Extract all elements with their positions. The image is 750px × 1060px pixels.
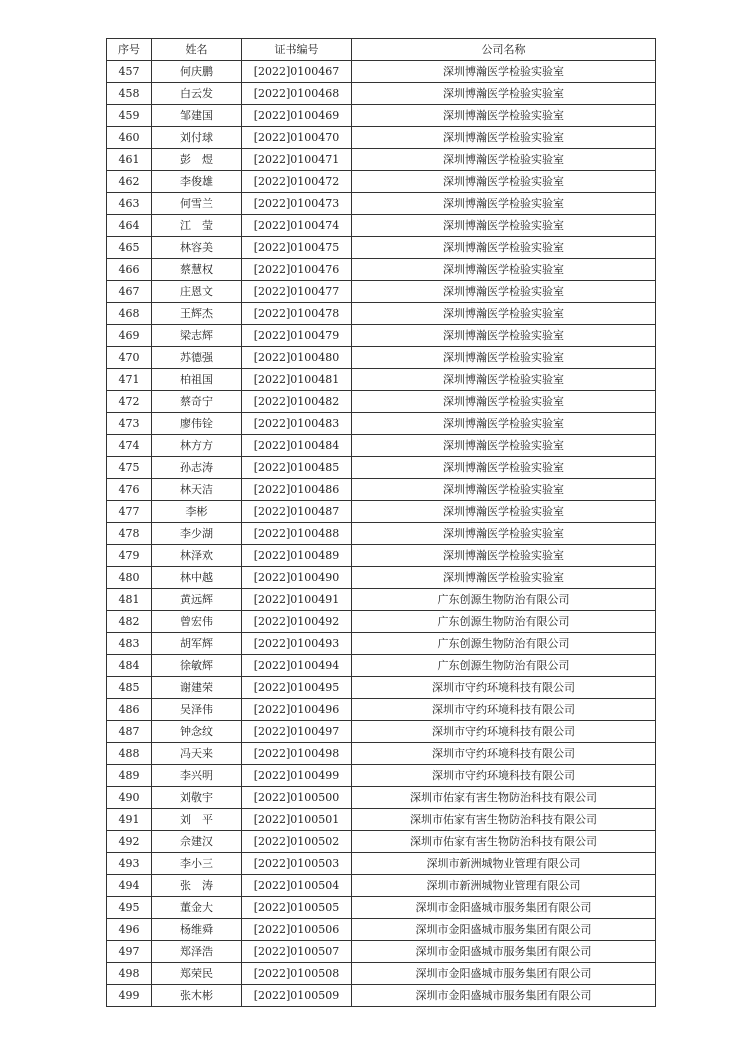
cell-name: 邹建国 <box>152 105 242 127</box>
table-row <box>107 765 656 787</box>
cell-seq: 487 <box>107 721 152 743</box>
cell-name: 李彬 <box>152 501 242 523</box>
table-row <box>107 303 656 325</box>
table-row <box>107 435 656 457</box>
cell-name: 刘敬宇 <box>152 787 242 809</box>
cell-cert-no: [2022]0100506 <box>242 919 352 941</box>
cell-cert-no: [2022]0100496 <box>242 699 352 721</box>
cell-cert-no: [2022]0100504 <box>242 875 352 897</box>
cell-seq: 485 <box>107 677 152 699</box>
cell-cert-no: [2022]0100509 <box>242 985 352 1007</box>
cell-cert-no: [2022]0100491 <box>242 589 352 611</box>
cell-cert-no: [2022]0100474 <box>242 215 352 237</box>
table-row <box>107 479 656 501</box>
cell-name: 冯天来 <box>152 743 242 765</box>
table-row <box>107 831 656 853</box>
table-row <box>107 325 656 347</box>
cell-name: 林容美 <box>152 237 242 259</box>
cell-company: 深圳博瀚医学检验实验室 <box>352 567 656 589</box>
table-row <box>107 721 656 743</box>
cell-company: 深圳博瀚医学检验实验室 <box>352 413 656 435</box>
table-row <box>107 413 656 435</box>
cell-company: 深圳博瀚医学检验实验室 <box>352 325 656 347</box>
table-body <box>107 61 656 1007</box>
cell-company: 深圳博瀚医学检验实验室 <box>352 303 656 325</box>
cell-company: 深圳博瀚医学检验实验室 <box>352 457 656 479</box>
table-row <box>107 259 656 281</box>
cell-cert-no: [2022]0100501 <box>242 809 352 831</box>
cell-seq: 465 <box>107 237 152 259</box>
cell-seq: 478 <box>107 523 152 545</box>
table-row <box>107 985 656 1007</box>
cell-seq: 479 <box>107 545 152 567</box>
table-row <box>107 743 656 765</box>
table-row <box>107 897 656 919</box>
cell-cert-no: [2022]0100505 <box>242 897 352 919</box>
cell-cert-no: [2022]0100467 <box>242 61 352 83</box>
cell-cert-no: [2022]0100469 <box>242 105 352 127</box>
cell-name: 张 涛 <box>152 875 242 897</box>
cell-company: 深圳博瀚医学检验实验室 <box>352 127 656 149</box>
table-row <box>107 457 656 479</box>
cell-company: 深圳市守约环境科技有限公司 <box>352 677 656 699</box>
cell-seq: 483 <box>107 633 152 655</box>
cell-company: 深圳市守约环境科技有限公司 <box>352 765 656 787</box>
cell-company: 深圳市佑家有害生物防治科技有限公司 <box>352 831 656 853</box>
cell-cert-no: [2022]0100477 <box>242 281 352 303</box>
table-row <box>107 215 656 237</box>
cell-seq: 491 <box>107 809 152 831</box>
cell-cert-no: [2022]0100472 <box>242 171 352 193</box>
cell-company: 深圳博瀚医学检验实验室 <box>352 523 656 545</box>
cell-seq: 460 <box>107 127 152 149</box>
cell-company: 深圳市金阳盛城市服务集团有限公司 <box>352 897 656 919</box>
cell-name: 江 莹 <box>152 215 242 237</box>
cell-seq: 490 <box>107 787 152 809</box>
cell-seq: 477 <box>107 501 152 523</box>
cell-name: 蔡慧权 <box>152 259 242 281</box>
table-row <box>107 941 656 963</box>
cell-cert-no: [2022]0100493 <box>242 633 352 655</box>
cell-cert-no: [2022]0100498 <box>242 743 352 765</box>
cell-cert-no: [2022]0100473 <box>242 193 352 215</box>
cell-name: 廖伟铨 <box>152 413 242 435</box>
cell-seq: 472 <box>107 391 152 413</box>
table-row <box>107 545 656 567</box>
table-row <box>107 523 656 545</box>
cell-company: 深圳博瀚医学检验实验室 <box>352 237 656 259</box>
cell-name: 黄远辉 <box>152 589 242 611</box>
cell-company: 深圳博瀚医学检验实验室 <box>352 215 656 237</box>
cell-name: 彭 煜 <box>152 149 242 171</box>
cell-name: 何庆鹏 <box>152 61 242 83</box>
cell-cert-no: [2022]0100479 <box>242 325 352 347</box>
certificate-table <box>106 38 656 1007</box>
cell-seq: 493 <box>107 853 152 875</box>
cell-name: 刘 平 <box>152 809 242 831</box>
cell-seq: 486 <box>107 699 152 721</box>
cell-name: 张木彬 <box>152 985 242 1007</box>
cell-company: 深圳市守约环境科技有限公司 <box>352 743 656 765</box>
cell-cert-no: [2022]0100483 <box>242 413 352 435</box>
cell-name: 杨维舜 <box>152 919 242 941</box>
cell-seq: 499 <box>107 985 152 1007</box>
table-row <box>107 633 656 655</box>
table-row <box>107 853 656 875</box>
cell-cert-no: [2022]0100488 <box>242 523 352 545</box>
table-row <box>107 809 656 831</box>
cell-name: 王辉杰 <box>152 303 242 325</box>
table-row <box>107 655 656 677</box>
cell-cert-no: [2022]0100475 <box>242 237 352 259</box>
cell-name: 林中越 <box>152 567 242 589</box>
cell-company: 广东创源生物防治有限公司 <box>352 589 656 611</box>
cell-name: 林天洁 <box>152 479 242 501</box>
cell-company: 深圳博瀚医学检验实验室 <box>352 545 656 567</box>
table-row <box>107 589 656 611</box>
cell-name: 梁志辉 <box>152 325 242 347</box>
cell-company: 深圳博瀚医学检验实验室 <box>352 391 656 413</box>
cell-company: 深圳市新洲城物业管理有限公司 <box>352 853 656 875</box>
cell-seq: 475 <box>107 457 152 479</box>
cell-cert-no: [2022]0100490 <box>242 567 352 589</box>
cell-seq: 469 <box>107 325 152 347</box>
cell-name: 曾宏伟 <box>152 611 242 633</box>
cell-cert-no: [2022]0100470 <box>242 127 352 149</box>
cell-company: 广东创源生物防治有限公司 <box>352 655 656 677</box>
cell-cert-no: [2022]0100502 <box>242 831 352 853</box>
cell-company: 深圳博瀚医学检验实验室 <box>352 83 656 105</box>
cell-cert-no: [2022]0100476 <box>242 259 352 281</box>
cell-company: 广东创源生物防治有限公司 <box>352 633 656 655</box>
header-company: 公司名称 <box>352 39 656 61</box>
table-row <box>107 281 656 303</box>
cell-cert-no: [2022]0100487 <box>242 501 352 523</box>
table-row <box>107 193 656 215</box>
cell-name: 郑荣民 <box>152 963 242 985</box>
cell-company: 深圳博瀚医学检验实验室 <box>352 193 656 215</box>
cell-company: 深圳市金阳盛城市服务集团有限公司 <box>352 941 656 963</box>
table-row <box>107 83 656 105</box>
cell-cert-no: [2022]0100485 <box>242 457 352 479</box>
table-row <box>107 347 656 369</box>
cell-seq: 471 <box>107 369 152 391</box>
cell-cert-no: [2022]0100503 <box>242 853 352 875</box>
cell-seq: 461 <box>107 149 152 171</box>
cell-seq: 488 <box>107 743 152 765</box>
cell-name: 李少湖 <box>152 523 242 545</box>
table-row <box>107 391 656 413</box>
cell-name: 柏祖国 <box>152 369 242 391</box>
cell-company: 深圳博瀚医学检验实验室 <box>352 501 656 523</box>
cell-cert-no: [2022]0100499 <box>242 765 352 787</box>
cell-company: 深圳博瀚医学检验实验室 <box>352 435 656 457</box>
table-row <box>107 699 656 721</box>
cell-cert-no: [2022]0100489 <box>242 545 352 567</box>
cell-name: 钟念纹 <box>152 721 242 743</box>
cell-name: 刘付球 <box>152 127 242 149</box>
cell-cert-no: [2022]0100484 <box>242 435 352 457</box>
cell-name: 庄恩文 <box>152 281 242 303</box>
cell-company: 深圳市佑家有害生物防治科技有限公司 <box>352 809 656 831</box>
cell-company: 深圳博瀚医学检验实验室 <box>352 479 656 501</box>
cell-seq: 457 <box>107 61 152 83</box>
header-row <box>107 39 656 61</box>
cell-name: 孙志涛 <box>152 457 242 479</box>
cell-name: 吴泽伟 <box>152 699 242 721</box>
cell-company: 深圳市金阳盛城市服务集团有限公司 <box>352 919 656 941</box>
cell-cert-no: [2022]0100497 <box>242 721 352 743</box>
header-name: 姓名 <box>152 39 242 61</box>
cell-seq: 468 <box>107 303 152 325</box>
cell-name: 林方方 <box>152 435 242 457</box>
cell-seq: 470 <box>107 347 152 369</box>
cell-name: 白云发 <box>152 83 242 105</box>
cell-company: 深圳博瀚医学检验实验室 <box>352 61 656 83</box>
cell-seq: 492 <box>107 831 152 853</box>
cell-seq: 474 <box>107 435 152 457</box>
table-row <box>107 61 656 83</box>
cell-cert-no: [2022]0100471 <box>242 149 352 171</box>
cell-seq: 494 <box>107 875 152 897</box>
cell-company: 广东创源生物防治有限公司 <box>352 611 656 633</box>
cell-cert-no: [2022]0100468 <box>242 83 352 105</box>
cell-name: 李俊雄 <box>152 171 242 193</box>
cell-company: 深圳博瀚医学检验实验室 <box>352 347 656 369</box>
table-row <box>107 875 656 897</box>
cell-seq: 463 <box>107 193 152 215</box>
cell-company: 深圳市新洲城物业管理有限公司 <box>352 875 656 897</box>
cell-seq: 466 <box>107 259 152 281</box>
header-cert-no: 证书编号 <box>242 39 352 61</box>
cell-seq: 459 <box>107 105 152 127</box>
cell-seq: 464 <box>107 215 152 237</box>
table-row <box>107 171 656 193</box>
cell-seq: 484 <box>107 655 152 677</box>
table-row <box>107 677 656 699</box>
table-row <box>107 611 656 633</box>
cell-cert-no: [2022]0100478 <box>242 303 352 325</box>
cell-cert-no: [2022]0100494 <box>242 655 352 677</box>
cell-seq: 480 <box>107 567 152 589</box>
cell-seq: 496 <box>107 919 152 941</box>
cell-company: 深圳博瀚医学检验实验室 <box>352 281 656 303</box>
table-row <box>107 501 656 523</box>
cell-seq: 473 <box>107 413 152 435</box>
cell-company: 深圳市守约环境科技有限公司 <box>352 721 656 743</box>
cell-seq: 497 <box>107 941 152 963</box>
cell-company: 深圳博瀚医学检验实验室 <box>352 105 656 127</box>
cell-company: 深圳市佑家有害生物防治科技有限公司 <box>352 787 656 809</box>
table-row <box>107 963 656 985</box>
cell-seq: 495 <box>107 897 152 919</box>
cell-seq: 489 <box>107 765 152 787</box>
cell-name: 李小三 <box>152 853 242 875</box>
cell-seq: 462 <box>107 171 152 193</box>
cell-cert-no: [2022]0100492 <box>242 611 352 633</box>
cell-cert-no: [2022]0100507 <box>242 941 352 963</box>
cell-seq: 481 <box>107 589 152 611</box>
cell-name: 徐敏辉 <box>152 655 242 677</box>
header-seq: 序号 <box>107 39 152 61</box>
cell-company: 深圳博瀚医学检验实验室 <box>352 259 656 281</box>
table-row <box>107 369 656 391</box>
table-row <box>107 127 656 149</box>
cell-name: 谢建荣 <box>152 677 242 699</box>
cell-name: 佘建汉 <box>152 831 242 853</box>
cell-seq: 476 <box>107 479 152 501</box>
cell-seq: 467 <box>107 281 152 303</box>
table-row <box>107 567 656 589</box>
cell-cert-no: [2022]0100495 <box>242 677 352 699</box>
table-row <box>107 919 656 941</box>
cell-cert-no: [2022]0100508 <box>242 963 352 985</box>
table-row <box>107 149 656 171</box>
cell-company: 深圳博瀚医学检验实验室 <box>352 149 656 171</box>
table-row <box>107 105 656 127</box>
cell-cert-no: [2022]0100481 <box>242 369 352 391</box>
cell-name: 苏德强 <box>152 347 242 369</box>
cell-company: 深圳市金阳盛城市服务集团有限公司 <box>352 963 656 985</box>
cell-cert-no: [2022]0100500 <box>242 787 352 809</box>
cell-name: 李兴明 <box>152 765 242 787</box>
cell-cert-no: [2022]0100480 <box>242 347 352 369</box>
cell-cert-no: [2022]0100482 <box>242 391 352 413</box>
cell-company: 深圳博瀚医学检验实验室 <box>352 369 656 391</box>
cell-company: 深圳市守约环境科技有限公司 <box>352 699 656 721</box>
cell-seq: 458 <box>107 83 152 105</box>
table-row <box>107 787 656 809</box>
table-row <box>107 237 656 259</box>
cell-name: 蔡奇宁 <box>152 391 242 413</box>
cell-cert-no: [2022]0100486 <box>242 479 352 501</box>
cell-company: 深圳博瀚医学检验实验室 <box>352 171 656 193</box>
cell-name: 何雪兰 <box>152 193 242 215</box>
cell-seq: 498 <box>107 963 152 985</box>
cell-name: 董金大 <box>152 897 242 919</box>
cell-seq: 482 <box>107 611 152 633</box>
table-header <box>107 39 656 61</box>
cell-company: 深圳市金阳盛城市服务集团有限公司 <box>352 985 656 1007</box>
cell-name: 胡军辉 <box>152 633 242 655</box>
cell-name: 郑泽浩 <box>152 941 242 963</box>
cell-name: 林泽欢 <box>152 545 242 567</box>
